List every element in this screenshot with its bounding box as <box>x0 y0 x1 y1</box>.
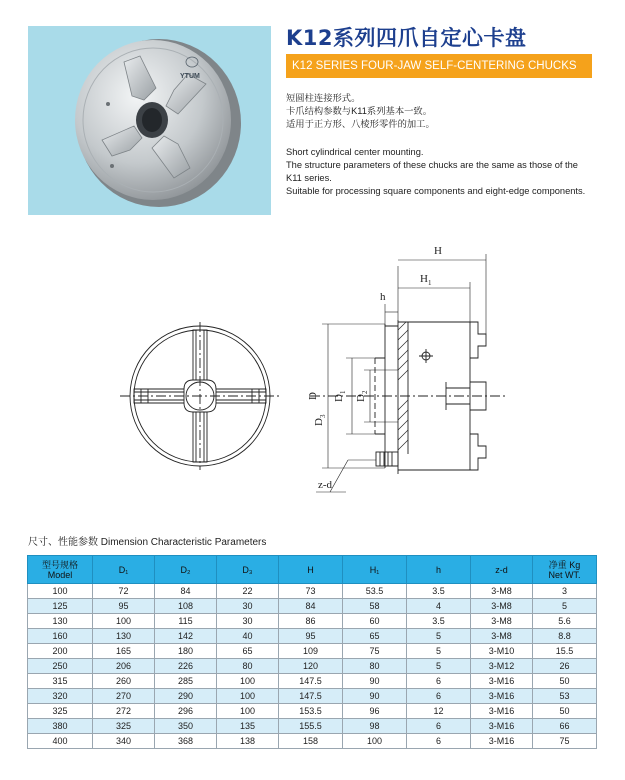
table-cell: 53.5 <box>343 584 407 599</box>
table-cell: 3-M12 <box>471 659 533 674</box>
table-cell: 100 <box>28 584 93 599</box>
table-cell: 3.5 <box>407 614 471 629</box>
table-cell: 75 <box>533 734 597 749</box>
table-cell: 206 <box>93 659 155 674</box>
table-cell: 3-M8 <box>471 599 533 614</box>
table-row <box>28 719 597 734</box>
table-cell: 115 <box>155 614 217 629</box>
description-line: K11 series. <box>286 173 332 183</box>
table-row <box>28 599 597 614</box>
dim-label-H: H <box>434 245 442 257</box>
page-title-english-banner <box>286 54 592 78</box>
table-cell: 58 <box>343 599 407 614</box>
table-cell: 3-M8 <box>471 629 533 644</box>
table-cell: 5.6 <box>533 614 597 629</box>
description-line: 卡爪结构参数与K11系列基本一致。 <box>286 106 433 116</box>
table-cell: 325 <box>28 704 93 719</box>
table-cell: 12 <box>407 704 471 719</box>
table-cell: 109 <box>279 644 343 659</box>
col-header-d2: D₂ <box>155 556 217 584</box>
table-cell: 22 <box>217 584 279 599</box>
table-cell: 100 <box>343 734 407 749</box>
table-cell: 100 <box>217 674 279 689</box>
table-caption: 尺寸、性能参数 Dimension Characteristic Parameters <box>28 537 267 548</box>
table-cell: 5 <box>407 644 471 659</box>
table-cell: 135 <box>217 719 279 734</box>
col-header-zd: z-d <box>471 556 533 584</box>
table-cell: 96 <box>343 704 407 719</box>
table-cell: 6 <box>407 734 471 749</box>
table-cell: 5 <box>533 599 597 614</box>
table-cell: 368 <box>155 734 217 749</box>
page-title-english: K12 SERIES FOUR-JAW SELF-CENTERING CHUCKS <box>292 60 577 72</box>
col-header-model: 型号规格 Model <box>28 556 93 584</box>
table-header-row <box>28 556 597 584</box>
dim-label-h: h <box>380 291 386 303</box>
table-cell: 3.5 <box>407 584 471 599</box>
table-cell: 30 <box>217 614 279 629</box>
table-row <box>28 659 597 674</box>
table-cell: 26 <box>533 659 597 674</box>
page-title-chinese: K12系列四爪自定心卡盘 <box>286 26 527 50</box>
table-cell: 6 <box>407 719 471 734</box>
table-row <box>28 629 597 644</box>
table-cell: 180 <box>155 644 217 659</box>
table-cell: 3-M16 <box>471 689 533 704</box>
table-cell: 50 <box>533 704 597 719</box>
col-header-h-small: h <box>407 556 471 584</box>
description-english <box>286 146 585 198</box>
table-cell: 153.5 <box>279 704 343 719</box>
side-view <box>310 254 505 492</box>
table-cell: 120 <box>279 659 343 674</box>
table-cell: 3-M8 <box>471 584 533 599</box>
table-cell: 60 <box>343 614 407 629</box>
table-cell: 325 <box>93 719 155 734</box>
svg-text:YTUM: YTUM <box>180 73 200 80</box>
table-cell: 160 <box>28 629 93 644</box>
description-line: 短圆柱连接形式。 <box>286 93 361 103</box>
table-cell: 3-M16 <box>471 704 533 719</box>
product-photo <box>28 26 271 215</box>
table-cell: 84 <box>279 599 343 614</box>
table-cell: 260 <box>93 674 155 689</box>
table-row <box>28 614 597 629</box>
technical-drawing <box>0 230 625 525</box>
table-cell: 40 <box>217 629 279 644</box>
col-header-d3: D₃ <box>217 556 279 584</box>
table-cell: 6 <box>407 674 471 689</box>
table-cell: 65 <box>217 644 279 659</box>
table-cell: 130 <box>93 629 155 644</box>
table-cell: 66 <box>533 719 597 734</box>
table-cell: 350 <box>155 719 217 734</box>
table-cell: 30 <box>217 599 279 614</box>
table-cell: 86 <box>279 614 343 629</box>
table-cell: 296 <box>155 704 217 719</box>
table-cell: 90 <box>343 689 407 704</box>
table-row <box>28 674 597 689</box>
table-cell: 100 <box>93 614 155 629</box>
table-cell: 320 <box>28 689 93 704</box>
col-header-h-total: H <box>279 556 343 584</box>
table-cell: 165 <box>93 644 155 659</box>
dim-label-D1: $D_1$ <box>333 390 347 402</box>
table-cell: 270 <box>93 689 155 704</box>
table-cell: 285 <box>155 674 217 689</box>
table-cell: 15.5 <box>533 644 597 659</box>
table-cell: 226 <box>155 659 217 674</box>
dim-label-zd: z-d <box>318 479 333 491</box>
table-cell: 3-M8 <box>471 614 533 629</box>
table-row <box>28 734 597 749</box>
table-cell: 130 <box>28 614 93 629</box>
table-cell: 98 <box>343 719 407 734</box>
table-cell: 3-M16 <box>471 719 533 734</box>
table-row <box>28 704 597 719</box>
table-cell: 50 <box>533 674 597 689</box>
description-line: 适用于正方形、八棱形零件的加工。 <box>286 119 435 129</box>
table-cell: 6 <box>407 689 471 704</box>
table-cell: 125 <box>28 599 93 614</box>
table-cell: 80 <box>217 659 279 674</box>
table-cell: 73 <box>279 584 343 599</box>
dim-label-H1: $H_1$ <box>420 273 432 287</box>
description-line: The structure parameters of these chucks are the same as those of the <box>286 160 578 170</box>
table-cell: 84 <box>155 584 217 599</box>
chuck-photo-image <box>28 26 271 215</box>
table-cell: 75 <box>343 644 407 659</box>
table-cell: 138 <box>217 734 279 749</box>
table-cell: 95 <box>279 629 343 644</box>
table-cell: 155.5 <box>279 719 343 734</box>
table-cell: 72 <box>93 584 155 599</box>
table-cell: 158 <box>279 734 343 749</box>
dim-label-D: D <box>307 392 319 400</box>
col-header-d1: D₁ <box>93 556 155 584</box>
table-cell: 100 <box>217 689 279 704</box>
table-cell: 3 <box>533 584 597 599</box>
table-cell: 315 <box>28 674 93 689</box>
table-cell: 250 <box>28 659 93 674</box>
table-cell: 80 <box>343 659 407 674</box>
table-cell: 147.5 <box>279 689 343 704</box>
table-row <box>28 689 597 704</box>
dim-label-D3: $D_3$ <box>313 414 327 426</box>
table-cell: 100 <box>217 704 279 719</box>
table-cell: 8.8 <box>533 629 597 644</box>
table-cell: 147.5 <box>279 674 343 689</box>
front-view <box>120 322 280 470</box>
table-cell: 53 <box>533 689 597 704</box>
table-cell: 3-M16 <box>471 734 533 749</box>
table-cell: 340 <box>93 734 155 749</box>
dim-label-D2: $D_2$ <box>355 390 369 402</box>
description-chinese <box>286 92 435 131</box>
table-cell: 5 <box>407 629 471 644</box>
table-cell: 400 <box>28 734 93 749</box>
table-cell: 200 <box>28 644 93 659</box>
table-cell: 4 <box>407 599 471 614</box>
table-cell: 5 <box>407 659 471 674</box>
table-cell: 290 <box>155 689 217 704</box>
parameters-table <box>27 555 597 749</box>
col-header-h1: H₁ <box>343 556 407 584</box>
table-cell: 90 <box>343 674 407 689</box>
table-cell: 108 <box>155 599 217 614</box>
table-cell: 142 <box>155 629 217 644</box>
table-row <box>28 644 597 659</box>
table-cell: 3-M10 <box>471 644 533 659</box>
table-row <box>28 584 597 599</box>
description-line: Short cylindrical center mounting. <box>286 147 424 157</box>
table-cell: 3-M16 <box>471 674 533 689</box>
description-line: Suitable for processing square components and eight-edge components. <box>286 186 586 196</box>
table-cell: 272 <box>93 704 155 719</box>
table-cell: 95 <box>93 599 155 614</box>
table-cell: 65 <box>343 629 407 644</box>
col-header-net-weight: 净重 Kg Net WT. <box>533 556 597 584</box>
table-cell: 380 <box>28 719 93 734</box>
